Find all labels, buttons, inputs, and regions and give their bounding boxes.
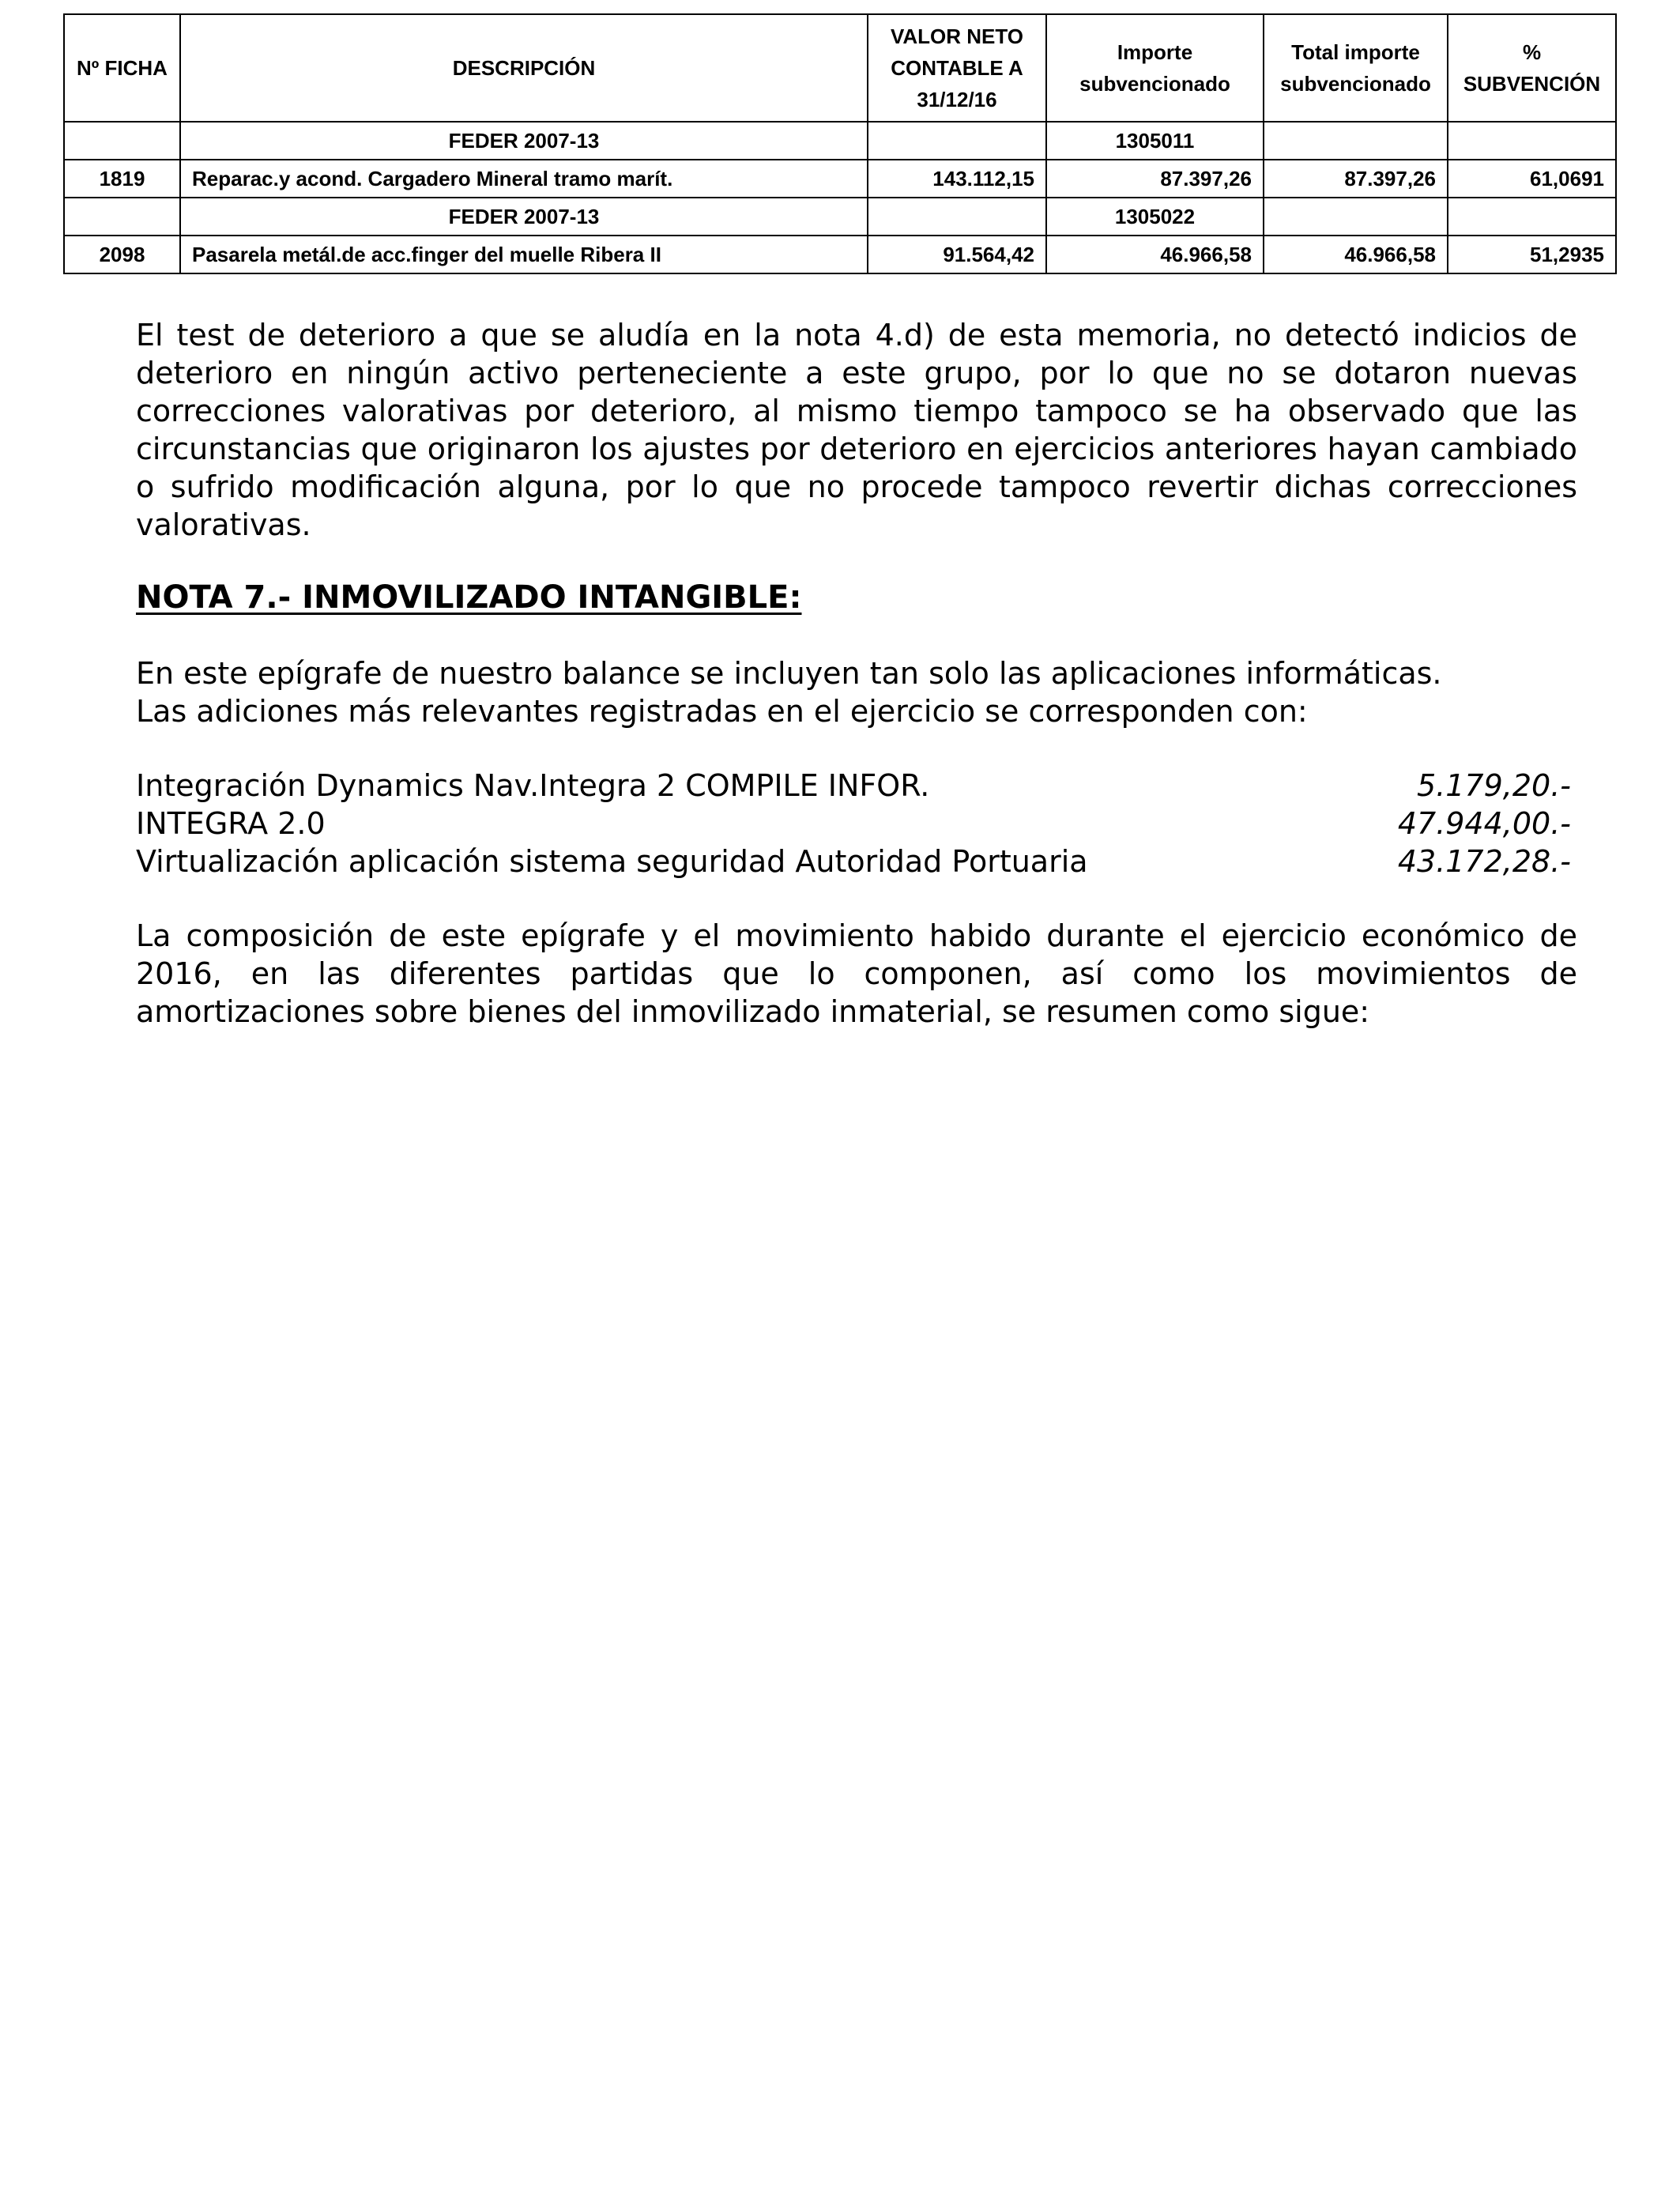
- addition-label: Virtualización aplicación sistema seguridad Autoridad Portuaria: [136, 844, 1088, 879]
- cell-valor-neto: [868, 198, 1046, 236]
- cell-importe: 1305011: [1046, 122, 1264, 160]
- nota7-intro: [136, 654, 1577, 730]
- additions-list: [136, 767, 1571, 880]
- subsidy-table: [63, 13, 1617, 274]
- cell-total: [1264, 198, 1448, 236]
- cell-valor-neto: 143.112,15: [868, 160, 1046, 198]
- addition-label: INTEGRA 2.0: [136, 806, 326, 841]
- cell-valor-neto: [868, 122, 1046, 160]
- cell-importe: 1305022: [1046, 198, 1264, 236]
- addition-amount: 47.944,00.-: [1397, 806, 1571, 841]
- cell-ficha: [64, 198, 180, 236]
- table-row: [64, 122, 1616, 160]
- cell-importe: 46.966,58: [1046, 236, 1264, 273]
- intro-line-2: Las adiciones más relevantes registradas en el ejercicio se corresponden con:: [136, 694, 1308, 729]
- nota7-heading: NOTA 7.- INMOVILIZADO INTANGIBLE:: [136, 579, 802, 616]
- cell-descripcion: Reparac.y acond. Cargadero Mineral tramo marít.: [180, 160, 868, 198]
- cell-valor-neto: 91.564,42: [868, 236, 1046, 273]
- table-header-row: [64, 14, 1616, 122]
- table-row: [64, 198, 1616, 236]
- header-ficha: Nº FICHA: [64, 14, 180, 122]
- header-total-importe: Total importe subvencionado: [1264, 14, 1448, 122]
- list-item: [136, 805, 1571, 843]
- cell-pct: [1448, 198, 1616, 236]
- table-row: [64, 160, 1616, 198]
- paragraph-composicion: La composición de este epígrafe y el movimiento habido durante el ejercicio económico de 2016, en las diferentes partidas que lo componen, así como los movimientos de amortizaciones sobre bienes del inmovilizado inmaterial, se resumen como sigue:: [136, 918, 1577, 1029]
- header-porcentaje: % SUBVENCIÓN: [1448, 14, 1616, 122]
- table-row: [64, 236, 1616, 273]
- cell-total: 87.397,26: [1264, 160, 1448, 198]
- cell-total: 46.966,58: [1264, 236, 1448, 273]
- paragraph-deterioro: El test de deterioro a que se aludía en la nota 4.d) de esta memoria, no detectó indicios de deterioro en ningún activo perteneciente a este grupo, por lo que no se dotaron nuevas correcciones valorativas por deterioro, al mismo tiempo tampoco se ha observado que las circunstancias que originaron los ajustes por deterioro en ejercicios anteriores hayan cambiado o sufrido modificación alguna, por lo que no procede tampoco revertir dichas correcciones valorativas.: [136, 318, 1577, 542]
- cell-descripcion: FEDER 2007-13: [180, 122, 868, 160]
- addition-amount: 5.179,20.-: [1416, 768, 1571, 803]
- addition-amount: 43.172,28.-: [1397, 844, 1571, 879]
- cell-ficha: 2098: [64, 236, 180, 273]
- list-item: [136, 843, 1571, 880]
- cell-descripcion: FEDER 2007-13: [180, 198, 868, 236]
- list-item: [136, 767, 1571, 805]
- cell-ficha: 1819: [64, 160, 180, 198]
- cell-ficha: [64, 122, 180, 160]
- cell-pct: 61,0691: [1448, 160, 1616, 198]
- header-importe: Importe subvencionado: [1046, 14, 1264, 122]
- cell-pct: 51,2935: [1448, 236, 1616, 273]
- cell-pct: [1448, 122, 1616, 160]
- cell-total: [1264, 122, 1448, 160]
- addition-label: Integración Dynamics Nav.Integra 2 COMPILE INFOR.: [136, 768, 930, 803]
- header-descripcion: DESCRIPCIÓN: [180, 14, 868, 122]
- intro-line-1: En este epígrafe de nuestro balance se incluyen tan solo las aplicaciones informáticas.: [136, 656, 1442, 691]
- cell-descripcion: Pasarela metál.de acc.finger del muelle Ribera II: [180, 236, 868, 273]
- cell-importe: 87.397,26: [1046, 160, 1264, 198]
- header-valor-neto: VALOR NETO CONTABLE A 31/12/16: [868, 14, 1046, 122]
